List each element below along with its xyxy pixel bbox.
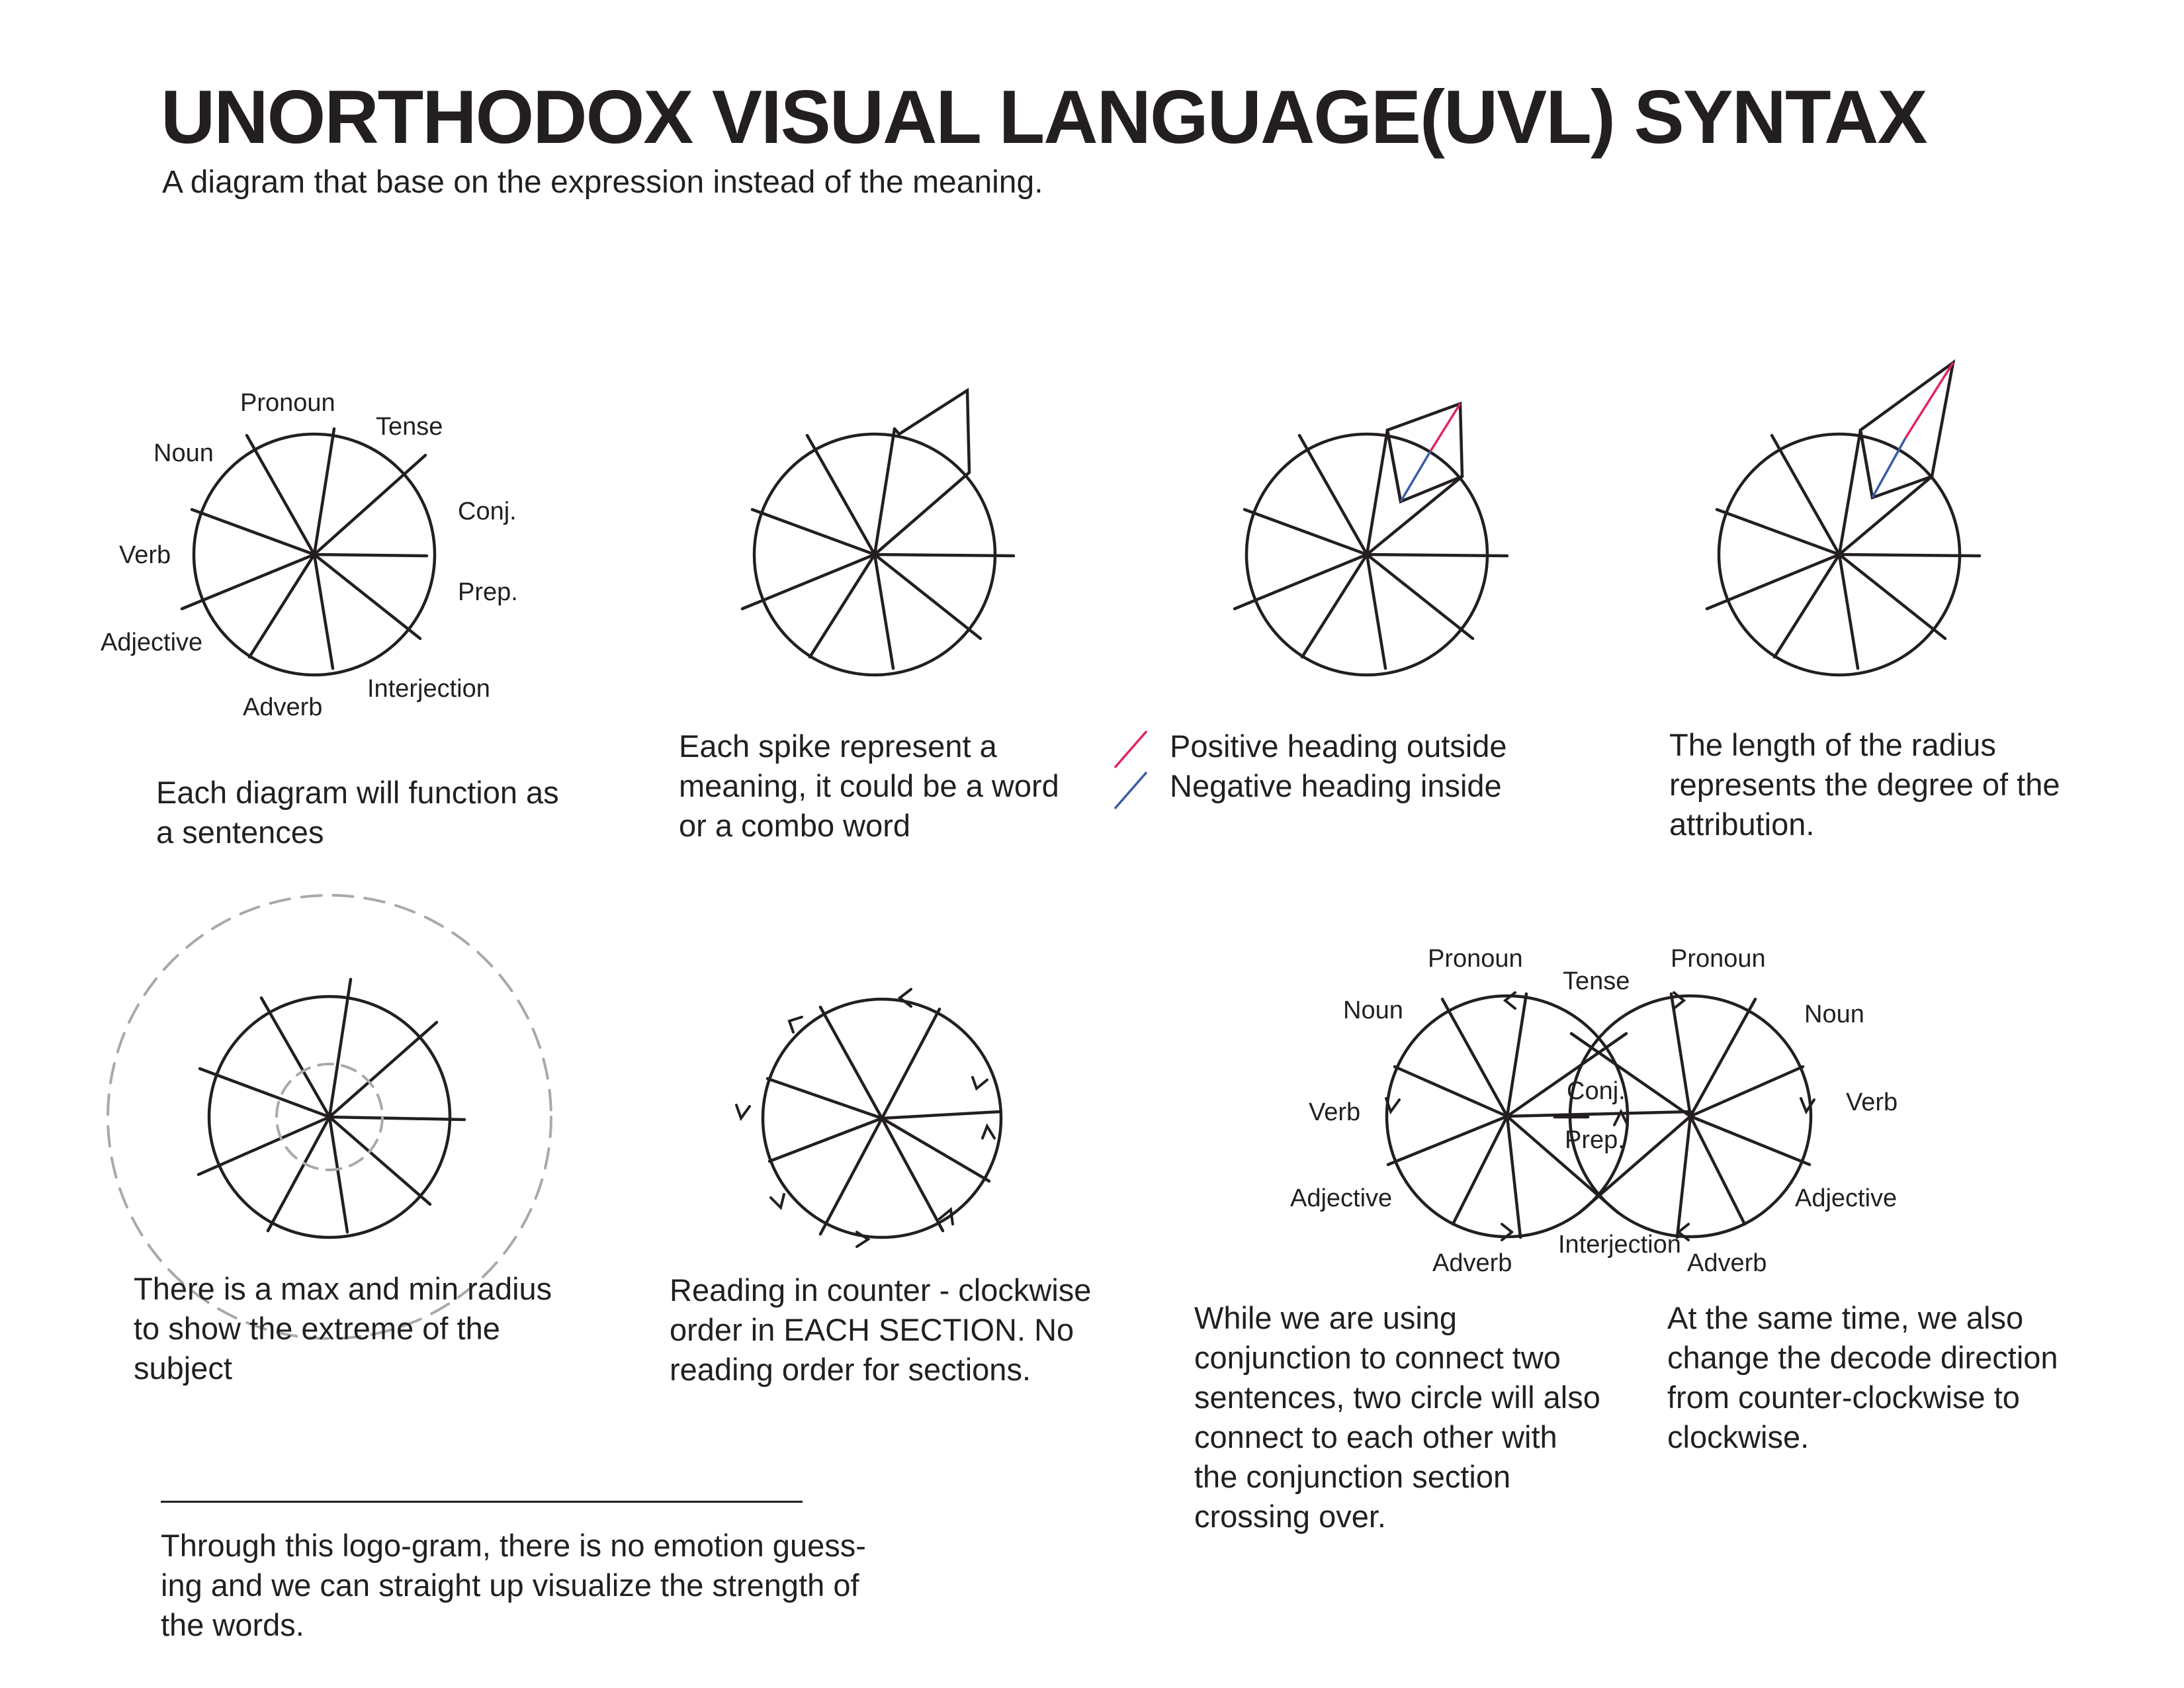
- caption-spike: Each spike represent a meaning, it could be a word or a combo word: [679, 729, 1059, 843]
- label-adjective-left: Adjective: [1290, 1184, 1393, 1212]
- label-conj-center: Conj.: [1567, 1077, 1626, 1105]
- footer-divider: [161, 1501, 803, 1503]
- caption-reading-order: Reading in counter - clockwise order in EACH SECTION. No reading order for sections.: [670, 1272, 1092, 1387]
- label-prep: Prep.: [458, 578, 518, 606]
- label-interjection: Interjection: [367, 675, 490, 703]
- label-tense-conj: Tense: [1563, 967, 1630, 995]
- label-noun: Noun: [153, 439, 214, 467]
- caption-conjunction: While we are using conjunction to connect two sentences, two circle will also connect to each other with the conjunction section crossing over.: [1194, 1300, 1600, 1534]
- label-verb: Verb: [119, 541, 171, 569]
- wheel-diagram-heading: [1235, 404, 1507, 675]
- direction-arrows-conj: [1386, 993, 1814, 1240]
- label-pronoun: Pronoun: [240, 389, 335, 417]
- caption-radius: The length of the radius represents the degree of the attribution.: [1669, 727, 2060, 842]
- wheel-diagram-reading-order: [736, 989, 1001, 1247]
- legend-positive: Positive heading outside: [1170, 729, 1507, 764]
- caption-min-max: There is a max and min radius to show the extreme of the subject: [134, 1271, 552, 1386]
- label-adjective: Adjective: [101, 629, 203, 656]
- label-adverb: Adverb: [243, 693, 323, 721]
- label-verb-right: Verb: [1846, 1088, 1898, 1116]
- label-pronoun-right: Pronoun: [1671, 945, 1766, 973]
- label-interjection-conj: Interjection: [1558, 1231, 1681, 1259]
- legend-negative: Negative heading inside: [1170, 768, 1502, 803]
- footer-text: Through this logo-gram, there is no emotion guess- ing and we can straight up visualize the strength of the words.: [161, 1528, 866, 1642]
- label-adjective-right: Adjective: [1795, 1184, 1898, 1212]
- caption-sentence: Each diagram will function as a sentences: [156, 775, 559, 850]
- caption-direction: At the same time, we also change the decode direction from counter-clockwise to clockwise.: [1667, 1300, 2058, 1454]
- page-subtitle: A diagram that base on the expression instead of the meaning.: [162, 165, 1043, 200]
- page-title: UNORTHODOX VISUAL LANGUAGE(UVL) SYNTAX: [161, 75, 1927, 159]
- label-tense: Tense: [376, 413, 443, 441]
- direction-arrows: [736, 989, 994, 1247]
- label-adverb-right: Adverb: [1687, 1249, 1767, 1277]
- label-verb-left: Verb: [1309, 1098, 1361, 1126]
- wheel-diagram-conjunction: [1386, 993, 1814, 1240]
- label-noun-right: Noun: [1804, 1000, 1864, 1028]
- label-adverb-left: Adverb: [1432, 1249, 1512, 1277]
- wheel-diagram-basic: [182, 429, 435, 675]
- wheel-diagram-spike: [742, 390, 1014, 675]
- label-prep-center: Prep.: [1565, 1126, 1625, 1154]
- label-noun-left: Noun: [1343, 997, 1403, 1024]
- label-conj: Conj.: [458, 498, 517, 525]
- wheel-diagram-radius: [1707, 363, 1980, 675]
- label-pronoun-left: Pronoun: [1428, 945, 1523, 973]
